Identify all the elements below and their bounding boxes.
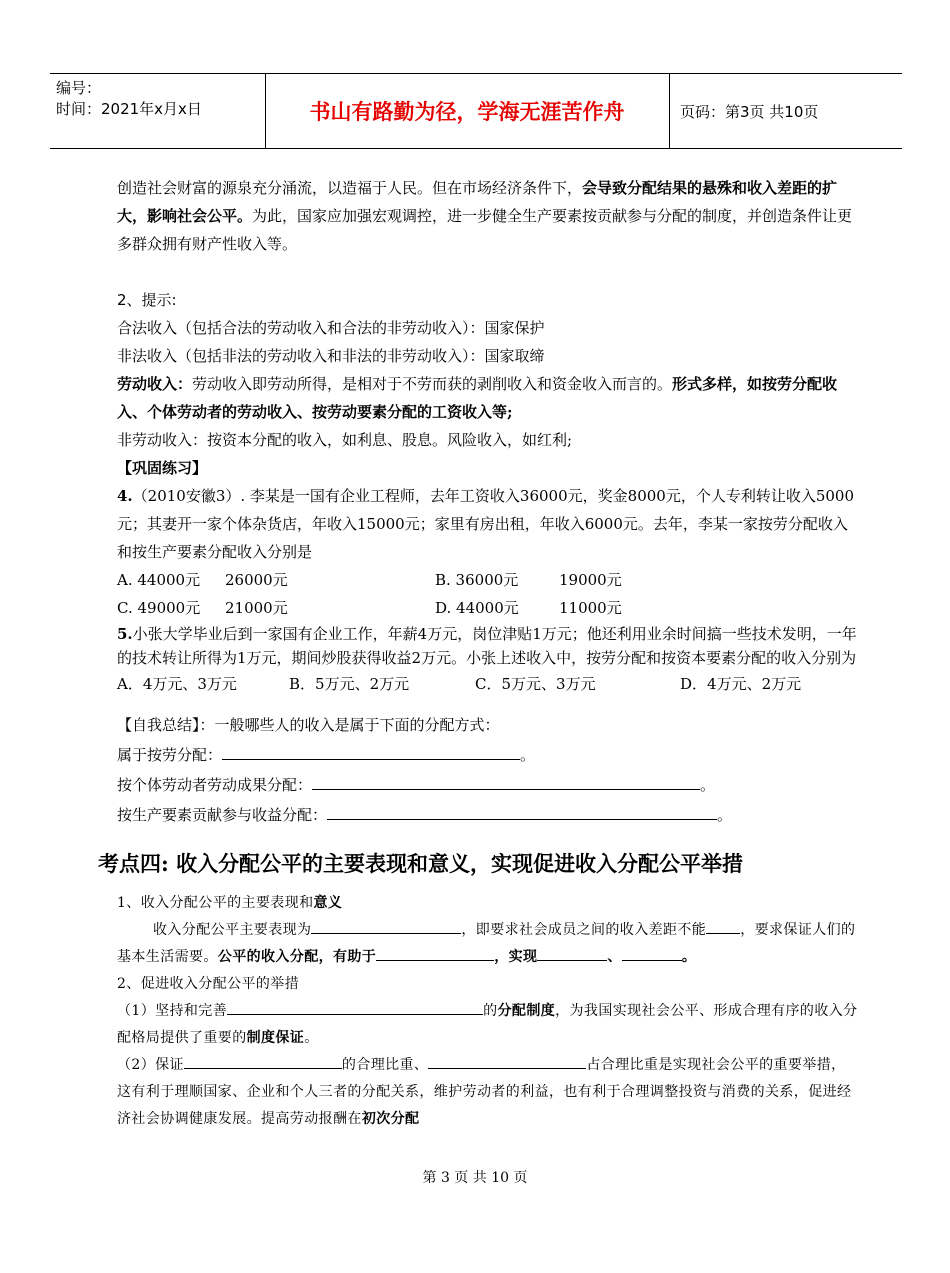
- question-4: [117, 482, 857, 566]
- labor-forms: 形式多样，如按劳分配收入、个体劳动者的劳动收入、按劳动要素分配的工资收入等;: [117, 375, 838, 421]
- summary-label: 属于按劳分配：: [117, 746, 223, 764]
- period: 。: [700, 776, 716, 794]
- question-text: 小张大学毕业后到一家国有企业工作，年薪4万元，岗位津贴1万元；他还利用业余时间搞一些技术发明，一年的技术转让所得为1万元，期间炒股获得收益2万元。小张上述收入中，按劳分配和按资本要素分配的收入分别为: [117, 625, 857, 667]
- option-c: C．5万元、3万元: [475, 675, 596, 693]
- period: 。: [520, 746, 536, 764]
- intro-emphasis: 会导致分配结果的悬殊和收入差距的扩大，影响社会公平。: [117, 179, 838, 225]
- question-text: （2010安徽3）. 李某是一国有企业工程师，去年工资收入36000元，奖金8000元，个人专利转让收入5000元；其妻开一家个体杂货店，年收入15000元；家里有房出租，年收入6000元。去年，李某一家按劳分配收入和按生产要素分配收入分别是: [117, 487, 854, 561]
- labor-income: [117, 370, 857, 426]
- serial-label: 编号：: [56, 79, 102, 97]
- summary-line: [117, 800, 857, 830]
- blank: [428, 1052, 586, 1069]
- text: 。: [304, 1030, 319, 1046]
- blank: [622, 944, 682, 961]
- option-b-value: 19000元: [559, 571, 622, 589]
- subsection-1-heading: [117, 890, 859, 917]
- heading-emphasis: 意义: [313, 895, 343, 911]
- measure-2: [117, 1052, 859, 1133]
- text: （2）保证: [117, 1057, 184, 1073]
- nonlabor-income: 非劳动收入：按资本分配的收入，如利息、股息。风险收入，如红利;: [117, 431, 573, 449]
- labor-text: 劳动收入即劳动所得，是相对于不劳而获的剥削收入和资金收入而言的。: [192, 375, 673, 393]
- header-divider: [669, 74, 670, 148]
- question-4-options-row: [117, 566, 857, 594]
- blank: [706, 917, 740, 934]
- page-indicator: 页码：第3页 共10页: [680, 102, 819, 121]
- text: ，要求保证人们的基本生活需要。: [117, 922, 856, 965]
- text: （1）坚持和完善: [117, 1003, 228, 1019]
- option-b: B．5万元、2万元: [289, 675, 410, 693]
- summary-label: 按个体劳动者劳动成果分配：: [117, 776, 313, 794]
- summary-line: [117, 770, 857, 800]
- hints-title: 2、提示:: [117, 291, 177, 309]
- text: 制度保证: [246, 1030, 305, 1046]
- option-a-value: 26000元: [225, 571, 288, 589]
- option-b: B. 36000元: [435, 571, 519, 589]
- text: 的: [483, 1003, 498, 1019]
- date-label: 时间：2021年x月x日: [56, 100, 202, 118]
- blank: [227, 998, 483, 1015]
- header-motto: 书山有路勤为径，学海无涯苦作舟: [309, 99, 625, 124]
- blank: [312, 773, 700, 790]
- text: ，实现: [494, 949, 538, 965]
- text: 公平的收入分配，有助于: [217, 949, 377, 965]
- option-d-value: 11000元: [559, 599, 622, 617]
- option-d: D. 44000元: [435, 599, 519, 617]
- blank: [537, 944, 607, 961]
- text: 初次分配: [361, 1111, 420, 1127]
- illegal-income: 非法收入（包括非法的劳动收入和非法的非劳动收入）：国家取缔: [117, 347, 545, 365]
- question-4-options-row: [117, 594, 857, 622]
- option-a: A. 44000元: [117, 571, 201, 589]
- header-meta: [56, 78, 264, 120]
- question-5: [117, 622, 857, 670]
- option-c: C. 49000元: [117, 599, 201, 617]
- option-a: A．4万元、3万元: [117, 675, 237, 693]
- text: 占合理比重是实现社会公平的重要举措，这有利于理顺国家、企业和个人三者的分配关系，维护劳动者的利益，也有利于合理调整投资与消费的关系，促进经济社会协调健康发展。提高劳动报酬在: [117, 1057, 852, 1127]
- summary-title: 【自我总结】：一般哪些人的收入是属于下面的分配方式：: [117, 716, 500, 734]
- text: 分配制度: [497, 1003, 556, 1019]
- text: ，为我国实现社会公平、形成合理有序的收入分配格局提供了重要的: [117, 1003, 858, 1046]
- summary-line: [117, 740, 857, 770]
- question-number: 4.: [117, 487, 133, 505]
- text: 收入分配公平主要表现为: [153, 922, 312, 938]
- summary-label: 按生产要素贡献参与收益分配：: [117, 806, 328, 824]
- labor-label: 劳动收入：: [117, 375, 193, 393]
- subsection-2-heading: 2、促进收入分配公平的举措: [117, 976, 300, 992]
- page-header: [50, 73, 902, 149]
- intro-paragraph: [117, 174, 857, 258]
- blank: [184, 1052, 342, 1069]
- main-content: [117, 174, 857, 830]
- practice-title: 【巩固练习】: [117, 459, 208, 477]
- option-d: D．4万元、2万元: [680, 675, 802, 693]
- measure-1: [117, 998, 859, 1052]
- period: 。: [717, 806, 733, 824]
- question-5-options: [117, 670, 857, 698]
- blank: [376, 944, 494, 961]
- section-4-content: [117, 890, 859, 1133]
- intro-text: 为此，国家应加强宏观调控，进一步健全生产要素按贡献参与分配的制度，并创造条件让更多群众拥有财产性收入等。: [117, 207, 853, 253]
- text: 的合理比重、: [341, 1057, 429, 1073]
- page-footer: 第 3 页 共 10 页: [422, 1170, 528, 1186]
- fairness-paragraph: [117, 917, 859, 971]
- text: ，即要求社会成员之间的收入差距不能: [461, 922, 707, 938]
- text: 、: [607, 949, 622, 965]
- question-number: 5.: [117, 625, 133, 643]
- intro-text: 创造社会财富的源泉充分涌流，以造福于人民。但在市场经济条件下，: [117, 179, 583, 197]
- section-4-title: 考点四: 收入分配公平的主要表现和意义，实现促进收入分配公平举措: [98, 851, 744, 876]
- blank: [327, 803, 717, 820]
- text: 。: [681, 949, 697, 965]
- blank: [311, 917, 461, 934]
- legal-income: 合法收入（包括合法的劳动收入和合法的非劳动收入）：国家保护: [117, 319, 545, 337]
- heading-text: 1、收入分配公平的主要表现和: [117, 895, 314, 911]
- option-c-value: 21000元: [225, 599, 288, 617]
- blank: [222, 743, 520, 760]
